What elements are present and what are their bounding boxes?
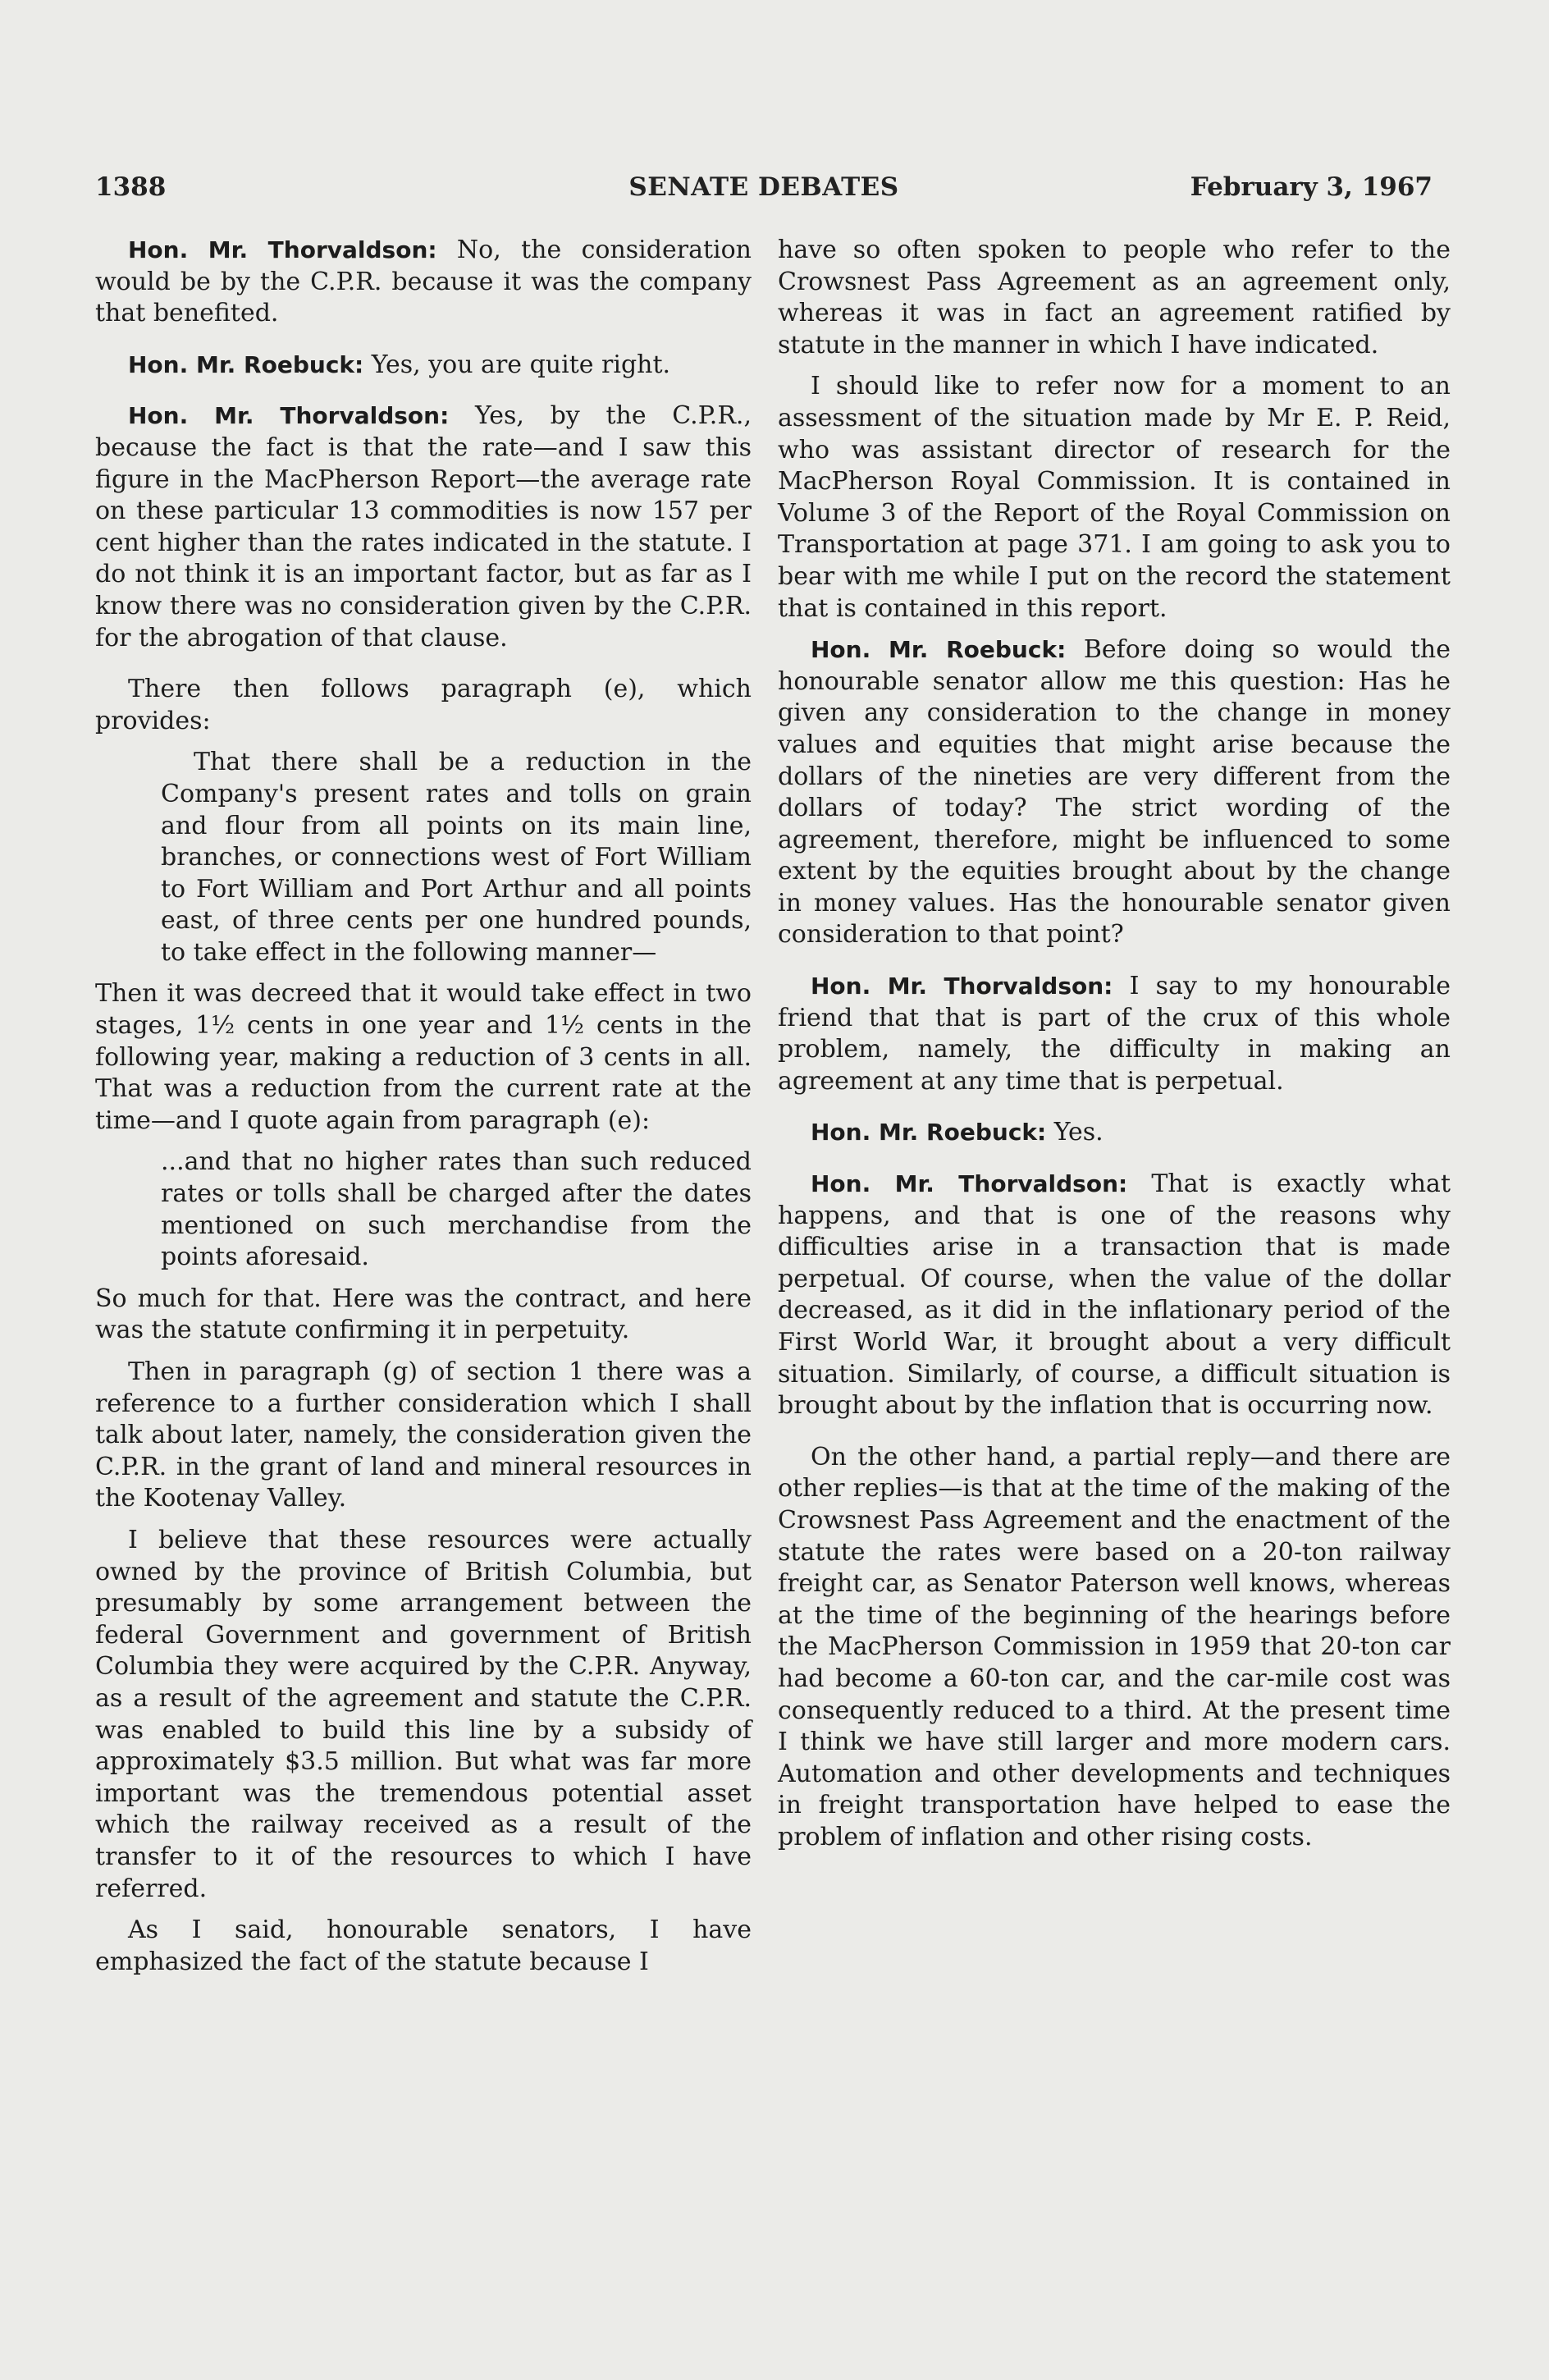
publication-date: February 3, 1967 xyxy=(1190,172,1432,202)
speech-text: Yes. xyxy=(1046,1118,1103,1147)
left-column xyxy=(95,235,752,1988)
speech-text: I say to my honourable friend that that is part of the crux of this whole problem, namely, the difficulty in making an agreement at any time that is perpetual. xyxy=(778,972,1451,1096)
body-paragraph: I believe that these resources were actually owned by the province of British Columbia, but presumably by some arrangement between the federal Government and government of British Columbia they were acquired by the C.P.R. Anyway, as a result of the agreement and statute the C.P.R. was enabled to build this line by a subsidy of approximately $3.5 million. But what was far more important was the tremendous potential asset which the railway received as a result of the transfer to it of the resources to which I have referred. xyxy=(95,1525,752,1903)
speech-paragraph xyxy=(778,634,1451,951)
body-paragraph: So much for that. Here was the contract, and here was the statute confirming it in perpetuity. xyxy=(95,1284,752,1345)
body-paragraph: I should like to refer now for a moment to an assessment of the situation made by Mr E. P. Reid, who was assistant director of research for the MacPherson Royal Commission. It is contained in Volume 3 of the Report of the Royal Commission on Transportation at page 371. I am going to ask you to bear with me while I put on the record the statement that is contained in this report. xyxy=(778,372,1451,623)
speech-paragraph xyxy=(95,350,752,382)
speech-paragraph xyxy=(778,1117,1451,1149)
body-paragraph: There then follows paragraph (e), which provides: xyxy=(95,675,752,735)
speaker-name: Hon. Mr. Thorvaldson: xyxy=(128,236,437,263)
body-paragraph: On the other hand, a partial reply—and there are other replies—is that at the time of the making of the Crowsnest Pass Agreement and the enactment of the statute the rates were based on a 20-ton railway freight car, as Senator Paterson well knows, whereas at the time of the beginning of the hearings before the MacPherson Commission in 1959 that 20-ton car had become a 60-ton car, and the car-mile cost was consequently reduced to a third. At the present time I think we have still larger and more modern cars. Automation and other developments and techniques in freight transportation have helped to ease the problem of inflation and other rising costs. xyxy=(778,1442,1451,1851)
speech-text: That is exactly what happens, and that is one of the reasons why difficulties arise in a transaction that is made perpetual. Of course, when the value of the dollar decreased, as it did in the inflationary period of the First World War, it brought about a very difficult situation. Similarly, of course, a difficult situation is brought about by the inflation that is occurring now. xyxy=(778,1169,1451,1421)
speaker-name: Hon. Mr. Roebuck: xyxy=(811,1119,1047,1147)
body-paragraph: Then in paragraph (g) of section 1 there was a reference to a further consideration which I shall talk about later, namely, the consideration given the C.P.R. in the grant of land and mineral resources in the Kootenay Valley. xyxy=(95,1357,752,1513)
speaker-name: Hon. Mr. Thorvaldson: xyxy=(811,973,1113,1000)
right-column xyxy=(778,235,1451,1864)
speech-text: Before doing so would the honourable senator allow me this question: Has he given any consideration to the change in money values and equities that might arise because the dollars of the nineties are very different from the dollars of today? The strict wording of the agreement, therefore, might be influenced to some extent by the equities brought about by the change in money values. Has the honourable senator given consideration to that point? xyxy=(778,635,1451,950)
body-paragraph: As I said, honourable senators, I have emphasized the fact of the statute because I xyxy=(95,1915,752,1976)
speech-text: No, the consideration would be by the C.P.R. because it was the company that benefited. xyxy=(95,236,752,328)
speech-text: Yes, by the C.P.R., because the fact is that the rate—and I saw this figure in the MacPherson Report—the average rate on these particular 13 commodities is now 157 per cent higher than the rates indicated in the statute. I do not think it is an important factor, but as far as I know there was no consideration given by the C.P.R. for the abrogation of that clause. xyxy=(95,401,752,652)
speaker-name: Hon. Mr. Thorvaldson: xyxy=(811,1170,1128,1198)
speaker-name: Hon. Mr. Roebuck: xyxy=(811,636,1067,664)
quoted-paragraph: That there shall be a reduction in the Company's present rates and tolls on grain and flour from all points on its main line, branches, or connections west of Fort William to Fort William and Port Arthur and all points east, of three cents per one hundred pounds, to take effect in the following manner— xyxy=(161,748,752,967)
speech-paragraph xyxy=(95,235,752,330)
page-header xyxy=(95,172,1432,208)
quoted-paragraph: ...and that no higher rates than such reduced rates or tolls shall be charged after the dates mentioned on such merchandise from the points aforesaid. xyxy=(161,1147,752,1272)
publication-title: SENATE DEBATES xyxy=(628,172,899,202)
speech-text: Yes, you are quite right. xyxy=(363,350,671,379)
speaker-name: Hon. Mr. Thorvaldson: xyxy=(128,402,450,430)
speech-paragraph xyxy=(95,400,752,654)
speaker-name: Hon. Mr. Roebuck: xyxy=(128,350,364,378)
body-paragraph: Then it was decreed that it would take effect in two stages, 1½ cents in one year and 1½ cents in the following year, making a reduction of 3 cents in all. That was a reduction from the current rate at the time—and I quote again from paragraph (e): xyxy=(95,979,752,1135)
page-number: 1388 xyxy=(95,172,167,202)
speech-paragraph xyxy=(778,971,1451,1097)
speech-paragraph xyxy=(778,1169,1451,1422)
body-paragraph: have so often spoken to people who refer to the Crowsnest Pass Agreement as an agreement only, whereas it was in fact an agreement ratified by statute in the manner in which I have indicated. xyxy=(778,236,1451,359)
